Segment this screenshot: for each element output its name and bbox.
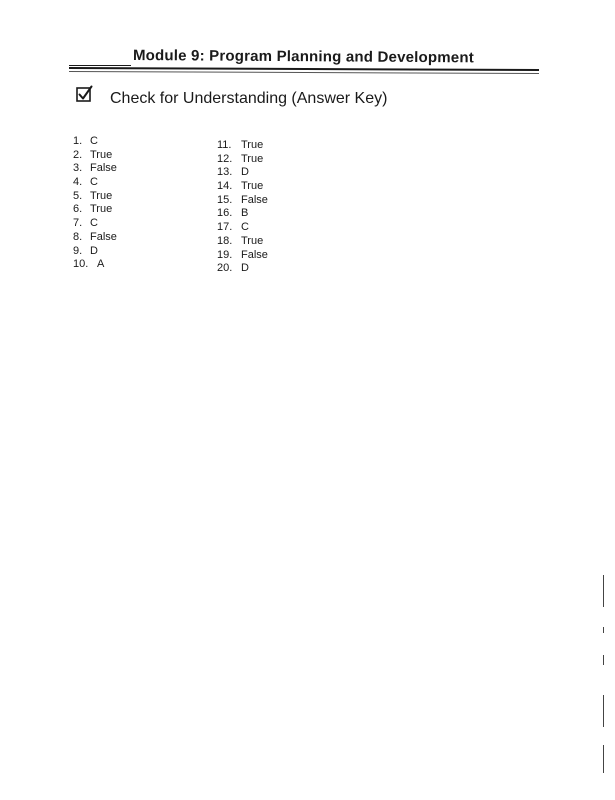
question-number: 7. xyxy=(73,217,83,230)
answer-item xyxy=(73,149,117,163)
page-header xyxy=(0,0,615,80)
question-number: 4. xyxy=(73,176,83,189)
answer-value: C xyxy=(90,217,98,230)
question-number: 10. xyxy=(73,258,89,271)
answer-item xyxy=(217,153,268,167)
question-number: 2. xyxy=(73,148,83,161)
answer-item xyxy=(73,176,117,190)
answer-value: False xyxy=(90,162,117,175)
question-number: 19. xyxy=(217,248,233,261)
answer-item xyxy=(217,262,268,276)
answer-item xyxy=(217,166,268,180)
scan-edge-marks xyxy=(603,575,605,775)
answer-item xyxy=(73,162,117,176)
question-number: 11. xyxy=(217,139,232,151)
answer-item xyxy=(217,207,268,221)
question-number: 6. xyxy=(73,203,83,216)
question-number: 14. xyxy=(217,180,233,193)
answer-list-right xyxy=(217,139,268,276)
question-number: 15. xyxy=(217,193,233,206)
answer-item xyxy=(217,221,268,235)
answer-value: D xyxy=(241,262,249,275)
answer-list-left xyxy=(73,135,117,272)
question-number: 17. xyxy=(217,221,233,234)
answer-item xyxy=(73,217,117,231)
answer-value: D xyxy=(90,244,98,257)
question-number: 12. xyxy=(217,152,233,165)
answer-value: False xyxy=(241,248,268,261)
answer-item xyxy=(73,203,117,217)
answer-value: C xyxy=(90,135,98,147)
answer-value: B xyxy=(241,207,249,220)
answer-value: False xyxy=(90,230,117,243)
answer-value: True xyxy=(241,234,264,247)
question-number: 16. xyxy=(217,207,233,220)
answer-value: True xyxy=(90,148,113,161)
question-number: 13. xyxy=(217,166,233,179)
module-title: Module 9: Program Planning and Development xyxy=(132,47,475,67)
answer-value: C xyxy=(241,221,249,234)
answer-value: False xyxy=(241,193,268,206)
question-number: 3. xyxy=(73,162,83,175)
question-number: 8. xyxy=(73,230,83,243)
answer-item xyxy=(73,245,117,259)
answer-value: A xyxy=(97,258,105,271)
question-number: 20. xyxy=(217,262,233,275)
question-number: 5. xyxy=(73,189,83,202)
answer-value: True xyxy=(241,180,264,193)
answer-value: True xyxy=(241,139,264,151)
header-rule-lower xyxy=(69,71,539,74)
answer-value: C xyxy=(90,176,98,189)
answer-item xyxy=(217,249,268,263)
answer-item xyxy=(73,135,117,149)
answer-item xyxy=(217,235,268,249)
answer-item xyxy=(217,139,268,153)
answer-item xyxy=(73,190,117,204)
answer-value: D xyxy=(241,166,249,179)
question-number: 18. xyxy=(217,234,233,247)
checked-box-icon xyxy=(76,85,94,103)
header-rule-short xyxy=(69,65,131,66)
answer-item xyxy=(73,231,117,245)
answer-value: True xyxy=(241,152,264,165)
answer-item xyxy=(217,194,268,208)
answer-item xyxy=(73,258,117,272)
answer-value: True xyxy=(90,189,113,202)
question-number: 9. xyxy=(73,244,83,257)
answer-item xyxy=(217,180,268,194)
question-number: 1. xyxy=(73,135,83,147)
section-title: Check for Understanding (Answer Key) xyxy=(110,90,388,107)
answer-value: True xyxy=(90,203,113,216)
